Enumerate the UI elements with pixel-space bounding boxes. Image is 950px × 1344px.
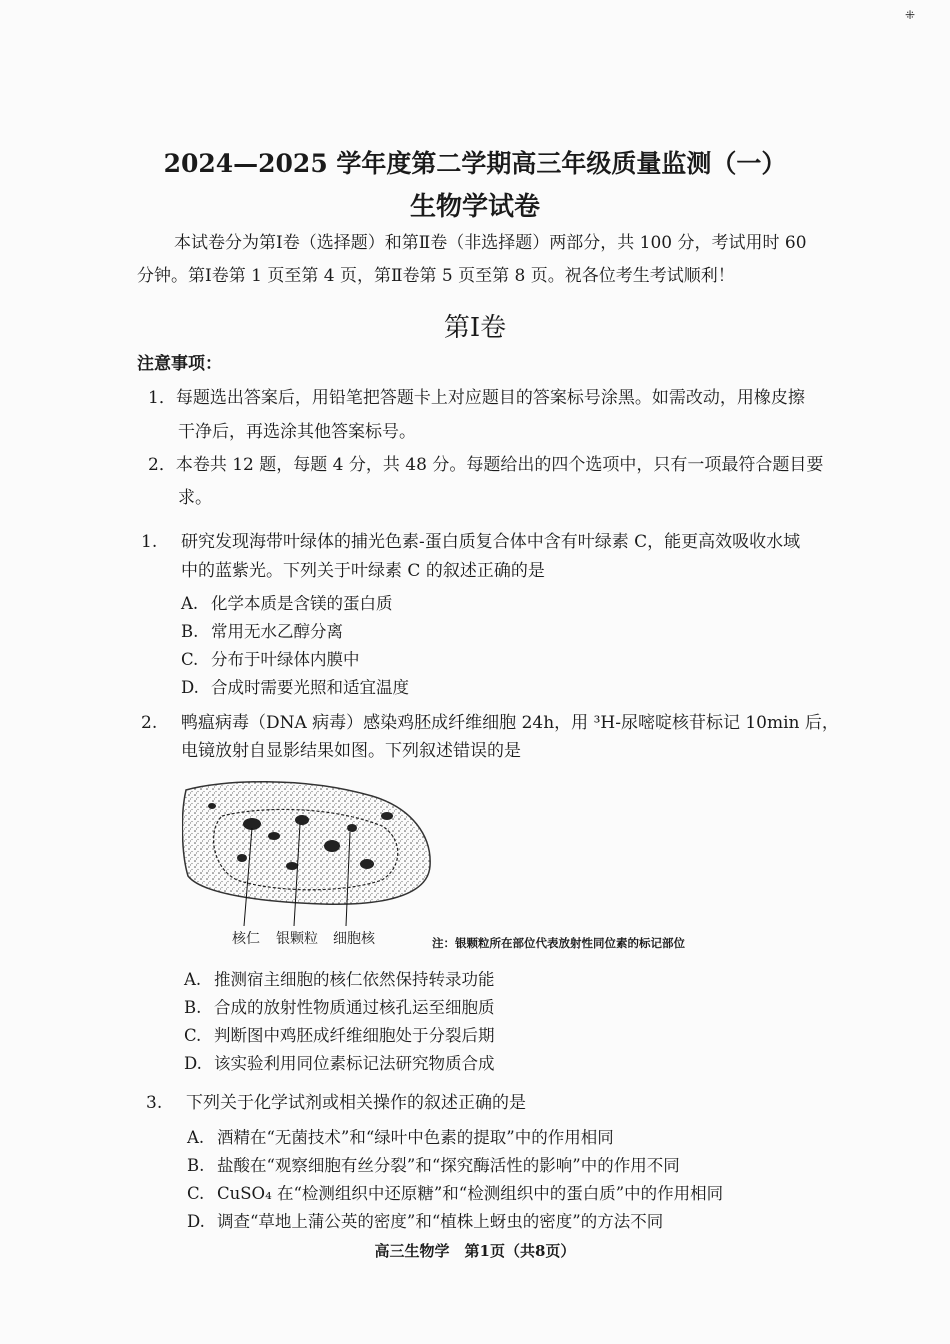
figure-note: 注：银颗粒所在部位代表放射性同位素的标记部位 <box>432 936 685 950</box>
question-1-option-c: C. 分布于叶绿体内膜中 <box>181 650 360 669</box>
figure-label-nucleolus: 核仁 <box>232 931 260 947</box>
question-2-option-a: A. 推测宿主细胞的核仁依然保持转录功能 <box>184 970 495 989</box>
intro-line-2: 分钟。第Ⅰ卷第 1 页至第 4 页，第Ⅱ卷第 5 页至第 8 页。祝各位考生考试顺利！ <box>137 266 735 286</box>
question-3-option-d: D. 调查“草地上蒲公英的密度”和“植株上蚜虫的密度”的方法不同 <box>187 1212 664 1231</box>
page-footer: 高三生物学 第1页（共8页） <box>374 1242 576 1260</box>
question-3-option-b: B. 盐酸在“观察细胞有丝分裂”和“探究酶活性的影响”中的作用不同 <box>187 1156 680 1175</box>
exam-subtitle: 生物学试卷 <box>409 192 540 222</box>
question-1-option-d: D. 合成时需要光照和适宜温度 <box>181 678 409 697</box>
question-2-stem-line-2: 电镜放射自显影结果如图。下列叙述错误的是 <box>181 741 521 761</box>
exam-title: 2024—2025 学年度第二学期高三年级质量监测（一） <box>163 149 787 178</box>
question-number: 3. <box>146 1093 163 1113</box>
figure-label-silver-grain: 银颗粒 <box>276 931 318 947</box>
question-1-stem-line-2: 中的蓝紫光。下列关于叶绿素 C 的叙述正确的是 <box>181 561 545 581</box>
corner-mark: ⁜ <box>905 8 916 22</box>
electron-micrograph-figure <box>182 776 434 926</box>
question-number: 1. <box>141 532 158 552</box>
question-1-option-a: A. 化学本质是含镁的蛋白质 <box>181 594 393 613</box>
cell-outline <box>182 782 430 905</box>
question-3-stem: 3. 下列关于化学试剂或相关操作的叙述正确的是 <box>146 1093 526 1113</box>
note-2-line-2: 求。 <box>178 488 212 508</box>
question-3-option-c: C. CuSO₄ 在“检测组织中还原糖”和“检测组织中的蛋白质”中的作用相同 <box>187 1184 724 1203</box>
question-2-option-b: B. 合成的放射性物质通过核孔运至细胞质 <box>184 998 495 1017</box>
question-number: 2. <box>141 713 158 733</box>
figure-label-nucleus: 细胞核 <box>333 931 375 947</box>
question-2-stem-line-1: 2. 鸭瘟病毒（DNA 病毒）感染鸡胚成纤维细胞 24h，用 ³H-尿嘧啶核苷标记 10min 后， <box>141 713 839 733</box>
question-2-option-c: C. 判断图中鸡胚成纤维细胞处于分裂后期 <box>184 1026 495 1045</box>
question-1-stem-line-1: 1. 研究发现海带叶绿体的捕光色素-蛋白质复合体中含有叶绿素 C，能更高效吸收水域 <box>141 532 801 552</box>
note-1-line-1: 1．每题选出答案后，用铅笔把答题卡上对应题目的答案标号涂黑。如需改动，用橡皮擦 <box>148 388 805 408</box>
notes-heading: 注意事项： <box>137 354 222 374</box>
question-2-option-d: D. 该实验利用同位素标记法研究物质合成 <box>184 1054 495 1073</box>
question-1-option-b: B. 常用无水乙醇分离 <box>181 622 343 641</box>
section-title: 第Ⅰ卷 <box>443 313 507 343</box>
question-3-option-a: A. 酒精在“无菌技术”和“绿叶中色素的提取”中的作用相同 <box>187 1128 614 1147</box>
note-1-line-2: 干净后，再选涂其他答案标号。 <box>178 422 416 442</box>
note-2-line-1: 2．本卷共 12 题，每题 4 分，共 48 分。每题给出的四个选项中，只有一项最符合题目要 <box>148 455 824 475</box>
intro-line-1: 本试卷分为第Ⅰ卷（选择题）和第Ⅱ卷（非选择题）两部分，共 100 分，考试用时 60 <box>174 233 807 253</box>
